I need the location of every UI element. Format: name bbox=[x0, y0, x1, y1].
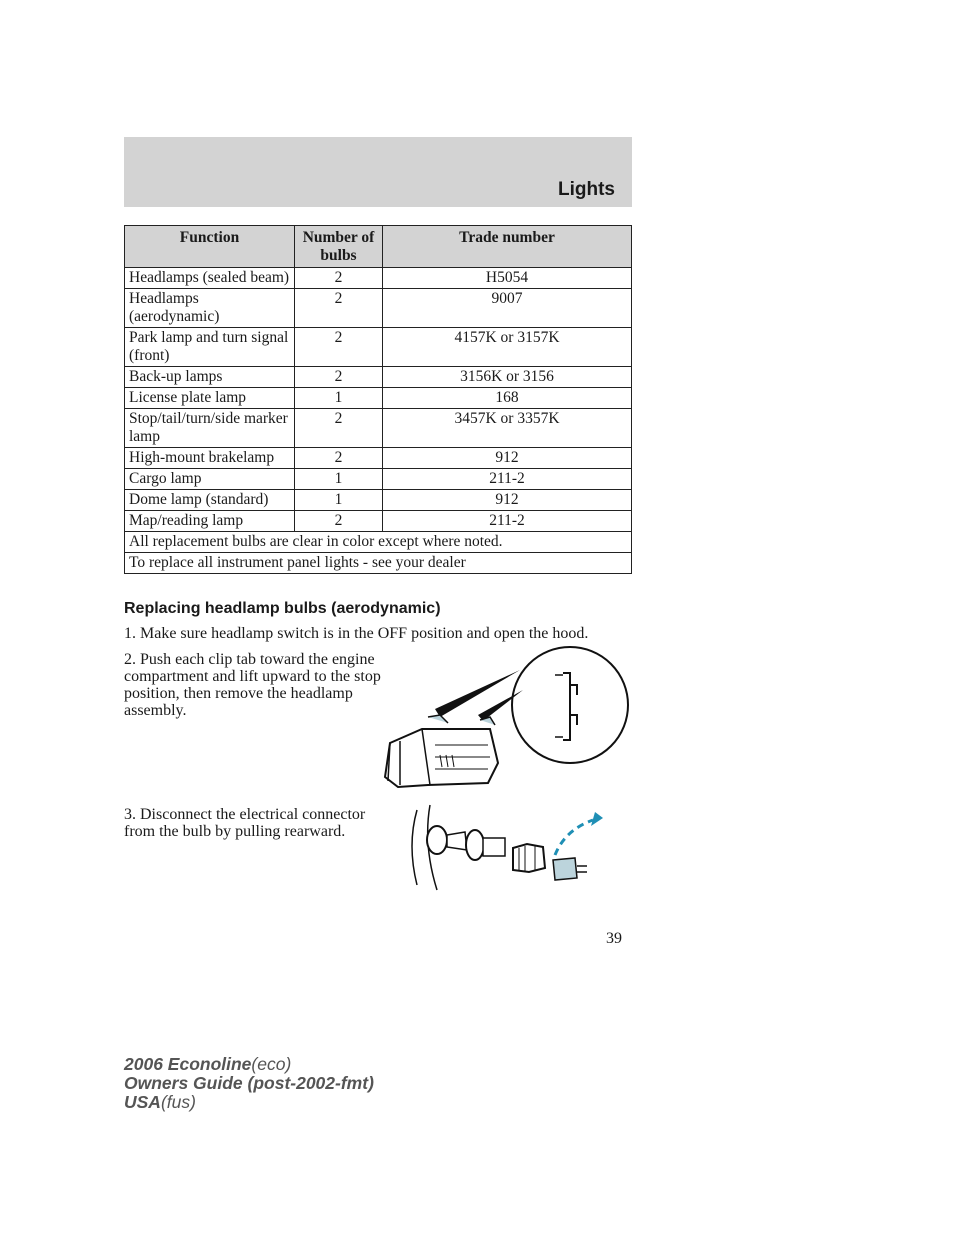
column-header: Function bbox=[125, 226, 295, 268]
table-cell: Headlamps (aerodynamic) bbox=[125, 289, 295, 328]
table-cell: 211-2 bbox=[383, 469, 632, 490]
section-header-band bbox=[124, 137, 632, 207]
table-cell: 2 bbox=[295, 367, 383, 388]
bulb-spec-table bbox=[124, 225, 632, 574]
table-row bbox=[125, 511, 632, 532]
table-cell: High-mount brakelamp bbox=[125, 448, 295, 469]
document-footer bbox=[124, 1055, 374, 1112]
table-cell: Dome lamp (standard) bbox=[125, 490, 295, 511]
table-row bbox=[125, 469, 632, 490]
table-cell: 168 bbox=[383, 388, 632, 409]
table-cell: 3156K or 3156 bbox=[383, 367, 632, 388]
bulb-connector-illustration bbox=[405, 800, 615, 895]
table-cell: 2 bbox=[295, 268, 383, 289]
table-cell: 912 bbox=[383, 448, 632, 469]
table-cell: 2 bbox=[295, 511, 383, 532]
table-cell: Cargo lamp bbox=[125, 469, 295, 490]
footer-model-code: (eco) bbox=[251, 1054, 292, 1074]
footer-market: USA bbox=[124, 1092, 161, 1112]
table-note-row bbox=[125, 553, 632, 574]
step-1-text: 1. Make sure headlamp switch is in the OFF position and open the hood. bbox=[124, 625, 589, 642]
footer-model: 2006 Econoline bbox=[124, 1054, 252, 1074]
table-row bbox=[125, 328, 632, 367]
table-note: To replace all instrument panel lights - see your dealer bbox=[125, 553, 632, 574]
table-cell: Headlamps (sealed beam) bbox=[125, 268, 295, 289]
footer-guide: Owners Guide (post-2002-fmt) bbox=[124, 1073, 374, 1093]
table-row bbox=[125, 367, 632, 388]
table-cell: Park lamp and turn signal (front) bbox=[125, 328, 295, 367]
column-header: Trade number bbox=[383, 226, 632, 268]
section-title: Lights bbox=[558, 179, 615, 200]
table-row bbox=[125, 388, 632, 409]
table-cell: H5054 bbox=[383, 268, 632, 289]
table-row bbox=[125, 490, 632, 511]
table-row bbox=[125, 268, 632, 289]
table-cell: 4157K or 3157K bbox=[383, 328, 632, 367]
page-number: 39 bbox=[606, 930, 622, 947]
table-cell: License plate lamp bbox=[125, 388, 295, 409]
headlamp-assembly-illustration bbox=[380, 645, 635, 795]
table-row bbox=[125, 448, 632, 469]
table-cell: 1 bbox=[295, 388, 383, 409]
table-note-row bbox=[125, 532, 632, 553]
table-row bbox=[125, 289, 632, 328]
table-cell: 2 bbox=[295, 448, 383, 469]
table-cell: 1 bbox=[295, 469, 383, 490]
table-cell: Map/reading lamp bbox=[125, 511, 295, 532]
table-cell: 912 bbox=[383, 490, 632, 511]
table-cell: Stop/tail/turn/side marker lamp bbox=[125, 409, 295, 448]
subheading: Replacing headlamp bulbs (aerodynamic) bbox=[124, 600, 441, 617]
table-header-row bbox=[125, 226, 632, 268]
table-cell: 211-2 bbox=[383, 511, 632, 532]
table-cell: 2 bbox=[295, 409, 383, 448]
column-header: Number of bulbs bbox=[295, 226, 383, 268]
table-note: All replacement bulbs are clear in color except where noted. bbox=[125, 532, 632, 553]
step-2-text: 2. Push each clip tab toward the engine compartment and lift upward to the stop position, then remove the headlamp assembly. bbox=[124, 651, 381, 719]
table-row bbox=[125, 409, 632, 448]
table-cell: Back-up lamps bbox=[125, 367, 295, 388]
table-cell: 3457K or 3357K bbox=[383, 409, 632, 448]
footer-market-code: (fus) bbox=[160, 1092, 196, 1112]
table-cell: 9007 bbox=[383, 289, 632, 328]
table-cell: 1 bbox=[295, 490, 383, 511]
table-cell: 2 bbox=[295, 289, 383, 328]
table-cell: 2 bbox=[295, 328, 383, 367]
step-3-text: 3. Disconnect the electrical connector from the bulb by pulling rearward. bbox=[124, 806, 366, 840]
